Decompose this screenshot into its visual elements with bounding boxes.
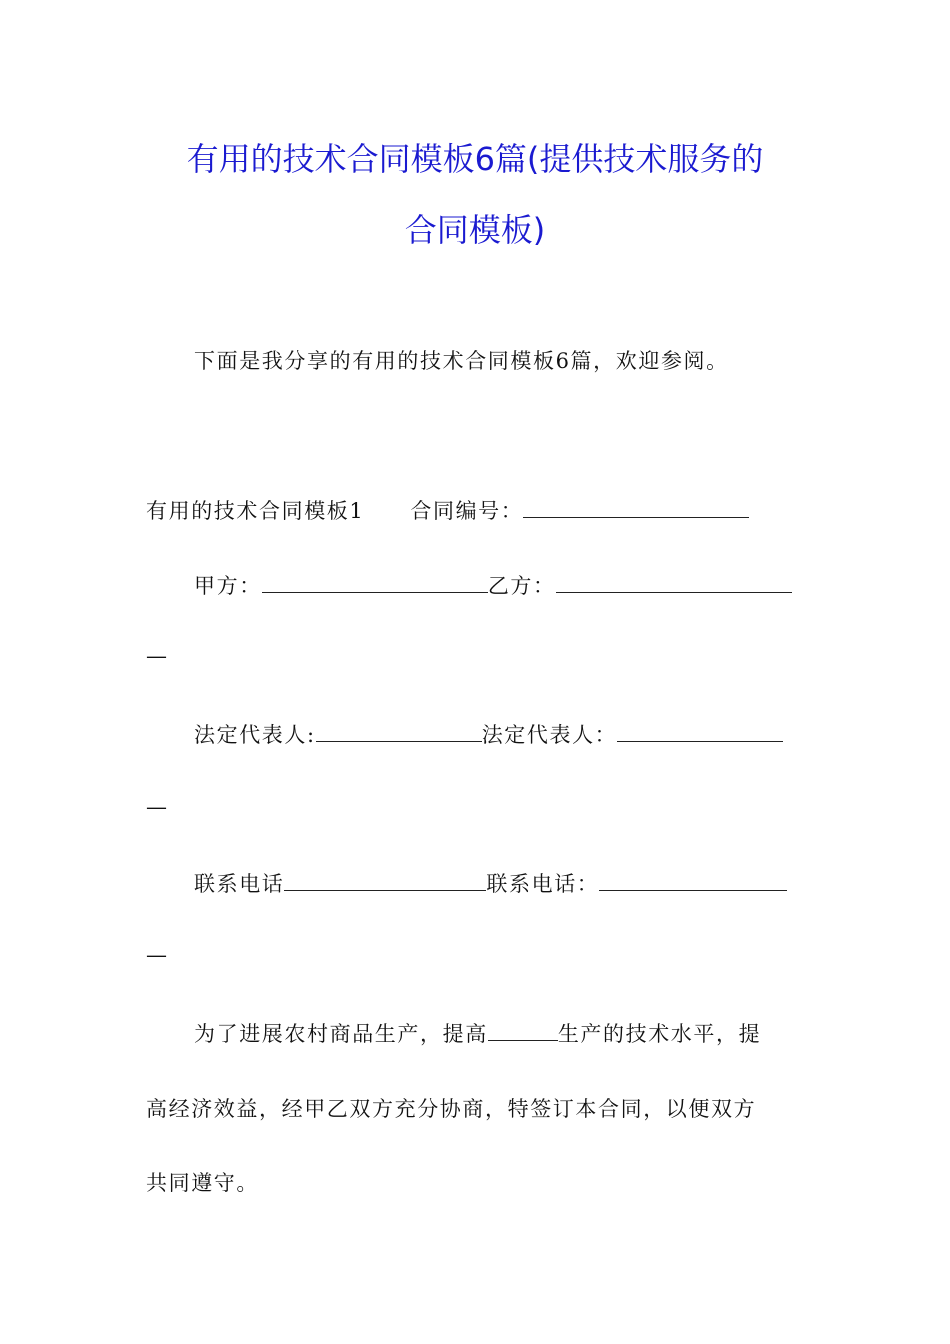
legal-rep-a-blank (316, 723, 482, 742)
phone-b-blank (599, 872, 787, 891)
purpose-text-start: 为了进展农村商品生产，提高 (194, 1022, 488, 1046)
contract-number-label: 合同编号： (410, 499, 524, 523)
legal-rep-b-blank (617, 723, 783, 742)
party-a-label: 甲方： (194, 574, 262, 598)
phone-b-label: 联系电话： (486, 872, 600, 896)
legal-rep-row (194, 719, 783, 749)
party-b-label: 乙方： (487, 574, 556, 598)
intro-paragraph: 下面是我分享的有用的技术合同模板6篇，欢迎参阅。 (194, 349, 729, 373)
purpose-paragraph-line-1 (194, 1018, 761, 1048)
continuation-mark-1: — (146, 644, 167, 668)
party-row (194, 570, 792, 600)
party-b-blank (556, 574, 792, 593)
legal-rep-a-label: 法定代表人: (194, 723, 316, 747)
purpose-paragraph-line-3: 共同遵守。 (146, 1171, 259, 1195)
legal-rep-b-label: 法定代表人： (481, 723, 618, 747)
contract-heading: 有用的技术合同模板1 (146, 499, 365, 523)
title-line-2: 合同模板) (404, 211, 546, 249)
phone-a-label: 联系电话 (194, 872, 285, 896)
phone-a-blank (284, 872, 486, 891)
purpose-blank (488, 1022, 558, 1041)
continuation-mark-2: — (146, 795, 167, 819)
purpose-paragraph-line-2: 高经济效益，经甲乙双方充分协商，特签订本合同，以便双方 (146, 1097, 757, 1121)
contract-number-row (146, 495, 749, 525)
continuation-mark-3: — (146, 943, 167, 967)
purpose-text-end: 生产的技术水平，提 (557, 1022, 762, 1046)
contract-number-blank (523, 499, 749, 518)
phone-row (194, 868, 787, 898)
title-line-1: 有用的技术合同模板6篇(提供技术服务的 (186, 140, 764, 178)
party-a-blank (262, 574, 488, 593)
